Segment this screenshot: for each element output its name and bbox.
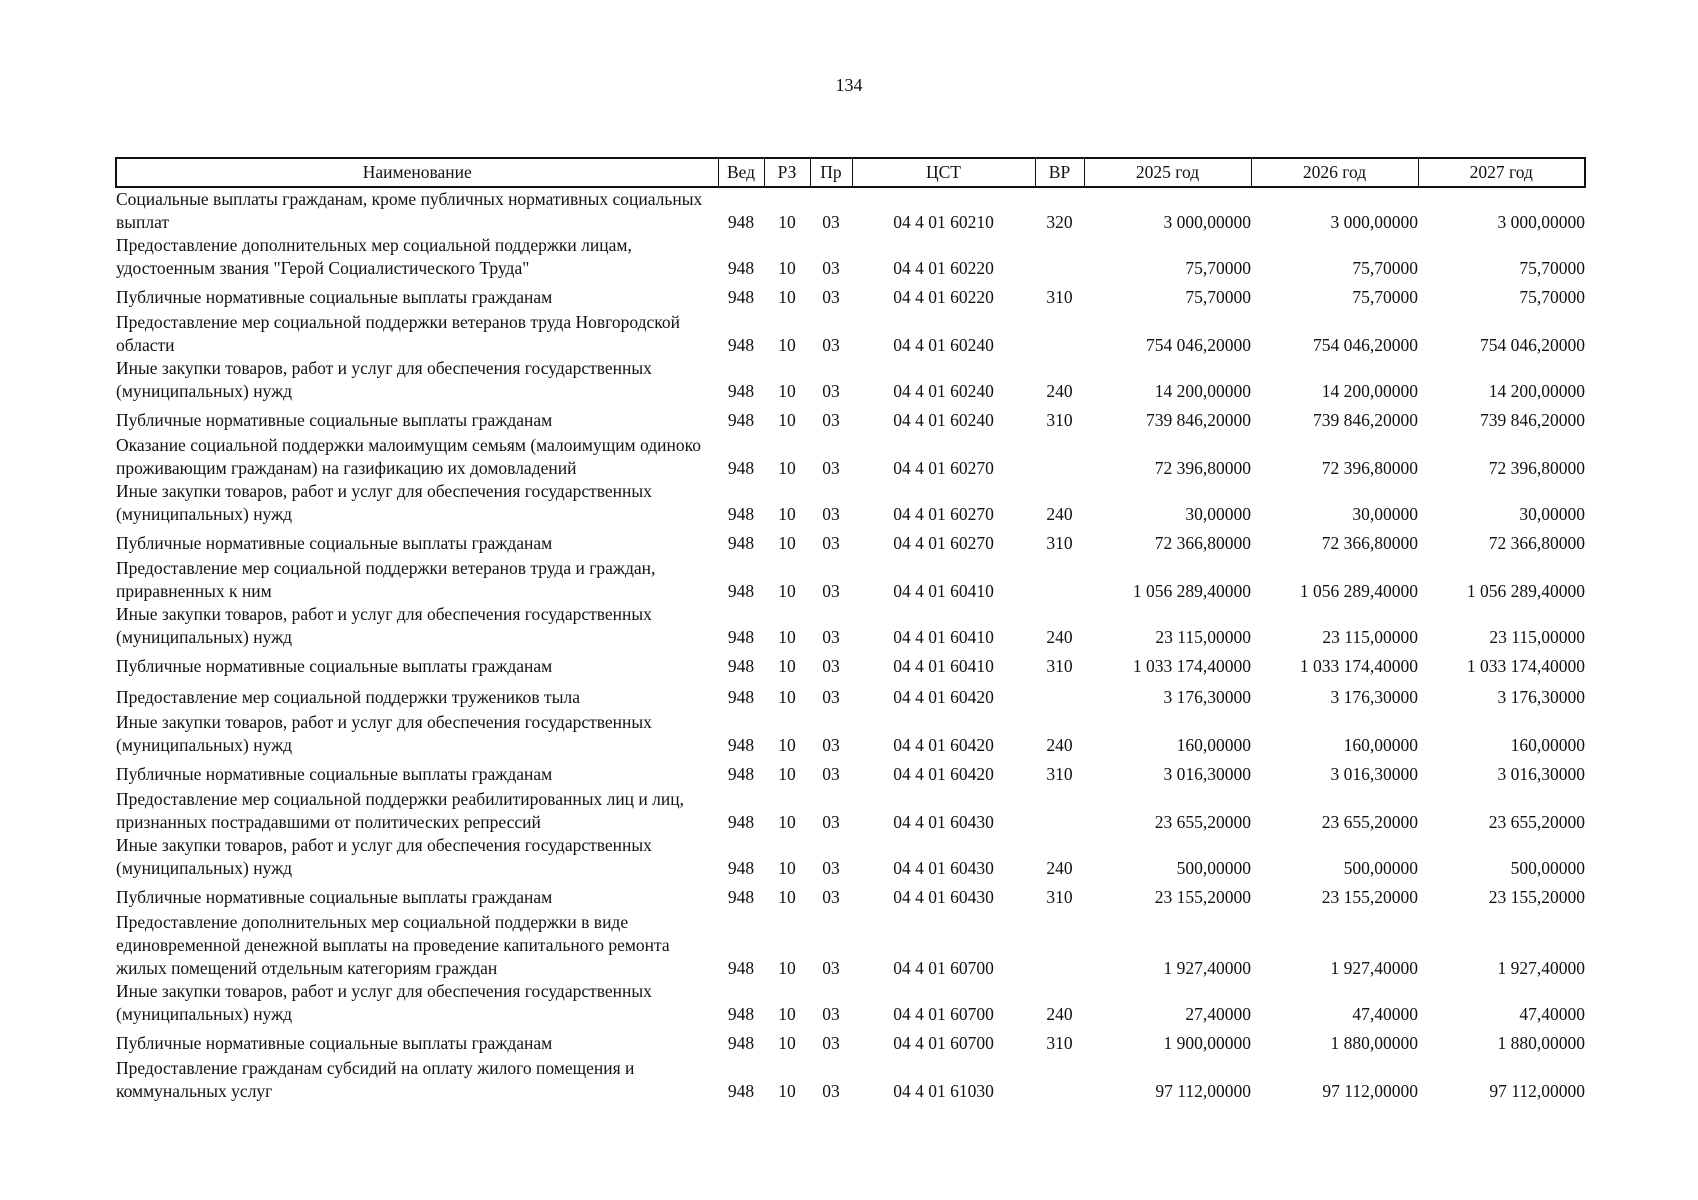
row-amount-2026: 3 000,00000 <box>1330 212 1418 232</box>
row-amount-2025: 1 900,00000 <box>1163 1033 1251 1053</box>
row-ved: 948 <box>727 858 755 878</box>
row-vr: 240 <box>1046 858 1073 878</box>
row-amount-2025: 72 366,80000 <box>1154 533 1251 553</box>
row-pr: 03 <box>822 656 840 676</box>
row-ved: 948 <box>727 504 755 524</box>
row-name: Предоставление дополнительных мер социальной поддержки в виде единовременной денежной выплаты на проведение капитального ремонта жилых помещений отдельным категориям граждан <box>116 912 670 978</box>
row-rz: 10 <box>778 627 796 647</box>
row-amount-2026: 160,00000 <box>1343 735 1418 755</box>
row-ved: 948 <box>727 410 755 430</box>
row-amount-2027: 3 176,30000 <box>1497 687 1585 707</box>
table-row <box>116 680 1585 711</box>
row-ved: 948 <box>727 764 755 784</box>
row-pr: 03 <box>822 627 840 647</box>
row-rz: 10 <box>778 656 796 676</box>
row-amount-2026: 3 016,30000 <box>1330 764 1418 784</box>
table-row <box>116 480 1585 526</box>
row-pr: 03 <box>822 687 840 707</box>
table-row <box>116 187 1585 234</box>
row-cst: 04 4 01 60410 <box>893 581 994 601</box>
row-rz: 10 <box>778 764 796 784</box>
row-pr: 03 <box>822 858 840 878</box>
row-amount-2025: 1 056 289,40000 <box>1132 581 1251 601</box>
row-rz: 10 <box>778 335 796 355</box>
row-rz: 10 <box>778 812 796 832</box>
row-name: Иные закупки товаров, работ и услуг для обеспечения государственных (муниципальных) нужд <box>116 835 652 878</box>
row-pr: 03 <box>822 581 840 601</box>
row-amount-2025: 1 033 174,40000 <box>1132 656 1251 676</box>
row-amount-2025: 160,00000 <box>1176 735 1251 755</box>
row-vr: 240 <box>1046 1004 1073 1024</box>
row-pr: 03 <box>822 1033 840 1053</box>
row-amount-2027: 739 846,20000 <box>1480 410 1585 430</box>
row-vr <box>1035 1057 1084 1103</box>
row-amount-2026: 14 200,00000 <box>1321 381 1418 401</box>
row-ved: 948 <box>727 812 755 832</box>
row-pr: 03 <box>822 1081 840 1101</box>
row-ved: 948 <box>727 958 755 978</box>
row-amount-2027: 75,70000 <box>1519 258 1585 278</box>
row-vr <box>1035 680 1084 711</box>
row-rz: 10 <box>778 458 796 478</box>
row-name: Иные закупки товаров, работ и услуг для обеспечения государственных (муниципальных) нужд <box>116 712 652 755</box>
row-cst: 04 4 01 60430 <box>893 812 994 832</box>
header-ved: Вед <box>718 158 764 187</box>
row-amount-2025: 14 200,00000 <box>1154 381 1251 401</box>
row-ved: 948 <box>727 533 755 553</box>
row-vr: 310 <box>1046 410 1073 430</box>
row-pr: 03 <box>822 287 840 307</box>
row-ved: 948 <box>727 458 755 478</box>
row-vr: 310 <box>1046 887 1073 907</box>
row-amount-2025: 1 927,40000 <box>1163 958 1251 978</box>
row-ved: 948 <box>727 735 755 755</box>
table-row <box>116 1026 1585 1057</box>
table-row <box>116 911 1585 980</box>
row-pr: 03 <box>822 504 840 524</box>
row-cst: 04 4 01 60270 <box>893 504 994 524</box>
row-name: Социальные выплаты гражданам, кроме публичных нормативных социальных выплат <box>116 189 703 232</box>
row-name: Публичные нормативные социальные выплаты гражданам <box>116 533 553 553</box>
row-ved: 948 <box>727 335 755 355</box>
row-ved: 948 <box>727 687 755 707</box>
row-rz: 10 <box>778 258 796 278</box>
row-cst: 04 4 01 60700 <box>893 1004 994 1024</box>
row-pr: 03 <box>822 458 840 478</box>
row-amount-2027: 97 112,00000 <box>1489 1081 1585 1101</box>
row-cst: 04 4 01 60430 <box>893 887 994 907</box>
row-cst: 04 4 01 60420 <box>893 687 994 707</box>
row-amount-2027: 14 200,00000 <box>1488 381 1585 401</box>
row-ved: 948 <box>727 581 755 601</box>
row-amount-2027: 1 033 174,40000 <box>1466 656 1585 676</box>
row-ved: 948 <box>727 887 755 907</box>
row-amount-2025: 23 655,20000 <box>1154 812 1251 832</box>
row-vr: 310 <box>1046 1033 1073 1053</box>
row-amount-2027: 1 880,00000 <box>1497 1033 1585 1053</box>
row-amount-2027: 72 396,80000 <box>1488 458 1585 478</box>
row-amount-2026: 754 046,20000 <box>1313 335 1418 355</box>
row-cst: 04 4 01 60220 <box>893 287 994 307</box>
row-amount-2027: 23 155,20000 <box>1488 887 1585 907</box>
row-name: Предоставление мер социальной поддержки ветеранов труда Новгородской области <box>116 312 681 355</box>
table-header-row <box>116 158 1585 187</box>
row-vr <box>1035 788 1084 834</box>
row-name: Предоставление дополнительных мер социальной поддержки лицам, удостоенным звания "Герой Социалистического Труда" <box>116 235 632 278</box>
header-2027: 2027 год <box>1418 158 1585 187</box>
row-vr: 240 <box>1046 381 1073 401</box>
row-cst: 04 4 01 60240 <box>893 381 994 401</box>
row-amount-2027: 1 056 289,40000 <box>1466 581 1585 601</box>
row-cst: 04 4 01 60420 <box>893 764 994 784</box>
page-number: 134 <box>835 75 863 95</box>
row-amount-2026: 75,70000 <box>1352 258 1418 278</box>
header-name: Наименование <box>116 158 718 187</box>
row-amount-2027: 1 927,40000 <box>1497 958 1585 978</box>
row-amount-2025: 23 115,00000 <box>1155 627 1251 647</box>
row-amount-2026: 75,70000 <box>1352 287 1418 307</box>
row-name: Предоставление гражданам субсидий на оплату жилого помещения и коммунальных услуг <box>116 1058 635 1101</box>
row-cst: 04 4 01 60270 <box>893 533 994 553</box>
row-ved: 948 <box>727 656 755 676</box>
row-amount-2027: 3 000,00000 <box>1497 212 1585 232</box>
row-cst: 04 4 01 60700 <box>893 1033 994 1053</box>
row-rz: 10 <box>778 212 796 232</box>
header-2025: 2025 год <box>1084 158 1251 187</box>
row-rz: 10 <box>778 410 796 430</box>
row-ved: 948 <box>727 1081 755 1101</box>
table-row <box>116 880 1585 911</box>
row-ved: 948 <box>727 627 755 647</box>
row-pr: 03 <box>822 764 840 784</box>
row-cst: 04 4 01 60270 <box>893 458 994 478</box>
row-vr: 310 <box>1046 764 1073 784</box>
row-rz: 10 <box>778 381 796 401</box>
row-name: Предоставление мер социальной поддержки реабилитированных лиц и лиц, признанных пострадавшими от политических репрессий <box>116 789 684 832</box>
row-cst: 04 4 01 60210 <box>893 212 994 232</box>
row-cst: 04 4 01 60700 <box>893 958 994 978</box>
row-amount-2026: 1 880,00000 <box>1330 1033 1418 1053</box>
row-vr <box>1035 434 1084 480</box>
table-row <box>116 1057 1585 1103</box>
row-ved: 948 <box>727 212 755 232</box>
row-vr: 310 <box>1046 533 1073 553</box>
row-cst: 04 4 01 60430 <box>893 858 994 878</box>
row-rz: 10 <box>778 581 796 601</box>
row-amount-2026: 72 396,80000 <box>1321 458 1418 478</box>
table-row <box>116 834 1585 880</box>
row-amount-2025: 3 176,30000 <box>1163 687 1251 707</box>
row-ved: 948 <box>727 1004 755 1024</box>
row-rz: 10 <box>778 735 796 755</box>
row-amount-2027: 754 046,20000 <box>1480 335 1585 355</box>
table-row <box>116 280 1585 311</box>
row-pr: 03 <box>822 958 840 978</box>
row-cst: 04 4 01 60410 <box>893 656 994 676</box>
row-ved: 948 <box>727 381 755 401</box>
row-rz: 10 <box>778 958 796 978</box>
header-cst: ЦСТ <box>852 158 1035 187</box>
table-row <box>116 434 1585 480</box>
row-pr: 03 <box>822 258 840 278</box>
row-cst: 04 4 01 60240 <box>893 335 994 355</box>
row-rz: 10 <box>778 887 796 907</box>
row-amount-2026: 739 846,20000 <box>1313 410 1418 430</box>
row-amount-2027: 72 366,80000 <box>1488 533 1585 553</box>
table-body <box>116 187 1585 1103</box>
row-amount-2025: 27,40000 <box>1185 1004 1251 1024</box>
row-rz: 10 <box>778 504 796 524</box>
header-pr: Пр <box>810 158 852 187</box>
row-amount-2026: 72 366,80000 <box>1321 533 1418 553</box>
row-amount-2025: 23 155,20000 <box>1154 887 1251 907</box>
row-amount-2027: 23 115,00000 <box>1489 627 1585 647</box>
row-amount-2025: 75,70000 <box>1185 287 1251 307</box>
row-rz: 10 <box>778 858 796 878</box>
row-vr <box>1035 311 1084 357</box>
row-amount-2027: 23 655,20000 <box>1488 812 1585 832</box>
row-cst: 04 4 01 61030 <box>893 1081 994 1101</box>
table-row <box>116 357 1585 403</box>
table-row <box>116 234 1585 280</box>
row-vr: 320 <box>1046 212 1073 232</box>
row-amount-2027: 160,00000 <box>1510 735 1585 755</box>
row-vr: 240 <box>1046 627 1073 647</box>
row-vr: 240 <box>1046 504 1073 524</box>
header-2026: 2026 год <box>1251 158 1418 187</box>
table-row <box>116 526 1585 557</box>
table-row <box>116 711 1585 757</box>
table-row <box>116 311 1585 357</box>
row-pr: 03 <box>822 887 840 907</box>
row-amount-2025: 75,70000 <box>1185 258 1251 278</box>
row-amount-2026: 1 927,40000 <box>1330 958 1418 978</box>
row-amount-2025: 30,00000 <box>1185 504 1251 524</box>
row-amount-2027: 30,00000 <box>1519 504 1585 524</box>
row-amount-2025: 72 396,80000 <box>1154 458 1251 478</box>
row-name: Публичные нормативные социальные выплаты гражданам <box>116 1033 553 1053</box>
row-amount-2026: 500,00000 <box>1343 858 1418 878</box>
row-rz: 10 <box>778 1004 796 1024</box>
row-name: Публичные нормативные социальные выплаты гражданам <box>116 287 553 307</box>
row-amount-2025: 754 046,20000 <box>1146 335 1251 355</box>
row-cst: 04 4 01 60410 <box>893 627 994 647</box>
row-amount-2026: 1 033 174,40000 <box>1299 656 1418 676</box>
row-cst: 04 4 01 60240 <box>893 410 994 430</box>
table-row <box>116 788 1585 834</box>
row-name: Иные закупки товаров, работ и услуг для обеспечения государственных (муниципальных) нужд <box>116 481 652 524</box>
row-rz: 10 <box>778 1033 796 1053</box>
row-amount-2026: 23 155,20000 <box>1321 887 1418 907</box>
row-name: Публичные нормативные социальные выплаты гражданам <box>116 887 553 907</box>
row-amount-2027: 47,40000 <box>1519 1004 1585 1024</box>
row-amount-2026: 23 115,00000 <box>1322 627 1418 647</box>
row-amount-2026: 30,00000 <box>1352 504 1418 524</box>
row-name: Иные закупки товаров, работ и услуг для обеспечения государственных (муниципальных) нужд <box>116 358 652 401</box>
row-ved: 948 <box>727 258 755 278</box>
table-row <box>116 757 1585 788</box>
row-amount-2027: 500,00000 <box>1510 858 1585 878</box>
row-pr: 03 <box>822 1004 840 1024</box>
row-ved: 948 <box>727 287 755 307</box>
row-amount-2026: 23 655,20000 <box>1321 812 1418 832</box>
row-name: Публичные нормативные социальные выплаты гражданам <box>116 764 553 784</box>
row-amount-2026: 47,40000 <box>1352 1004 1418 1024</box>
row-amount-2027: 3 016,30000 <box>1497 764 1585 784</box>
header-rz: РЗ <box>764 158 810 187</box>
table-row <box>116 649 1585 680</box>
row-vr: 310 <box>1046 656 1073 676</box>
row-name: Иные закупки товаров, работ и услуг для обеспечения государственных (муниципальных) нужд <box>116 604 652 647</box>
row-rz: 10 <box>778 287 796 307</box>
row-rz: 10 <box>778 687 796 707</box>
row-name: Предоставление мер социальной поддержки тружеников тыла <box>116 687 580 707</box>
row-vr: 310 <box>1046 287 1073 307</box>
row-name: Оказание социальной поддержки малоимущим семьям (малоимущим одиноко проживающим гражданам) на газификацию их домовладений <box>116 435 702 478</box>
row-cst: 04 4 01 60220 <box>893 258 994 278</box>
row-name: Иные закупки товаров, работ и услуг для обеспечения государственных (муниципальных) нужд <box>116 981 652 1024</box>
row-amount-2027: 75,70000 <box>1519 287 1585 307</box>
row-rz: 10 <box>778 1081 796 1101</box>
row-pr: 03 <box>822 335 840 355</box>
row-amount-2026: 97 112,00000 <box>1322 1081 1418 1101</box>
row-pr: 03 <box>822 381 840 401</box>
row-amount-2025: 739 846,20000 <box>1146 410 1251 430</box>
table-row <box>116 403 1585 434</box>
row-amount-2025: 97 112,00000 <box>1155 1081 1251 1101</box>
row-amount-2025: 500,00000 <box>1176 858 1251 878</box>
row-amount-2025: 3 016,30000 <box>1163 764 1251 784</box>
row-name: Публичные нормативные социальные выплаты гражданам <box>116 656 553 676</box>
row-amount-2026: 3 176,30000 <box>1330 687 1418 707</box>
row-vr <box>1035 234 1084 280</box>
table-row <box>116 603 1585 649</box>
row-amount-2025: 3 000,00000 <box>1163 212 1251 232</box>
row-ved: 948 <box>727 1033 755 1053</box>
row-name: Публичные нормативные социальные выплаты гражданам <box>116 410 553 430</box>
row-vr: 240 <box>1046 735 1073 755</box>
row-pr: 03 <box>822 812 840 832</box>
row-pr: 03 <box>822 410 840 430</box>
row-pr: 03 <box>822 533 840 553</box>
budget-table <box>115 157 1586 1103</box>
table-row <box>116 980 1585 1026</box>
row-pr: 03 <box>822 212 840 232</box>
row-vr <box>1035 911 1084 980</box>
row-name: Предоставление мер социальной поддержки ветеранов труда и граждан, приравненных к ним <box>116 558 656 601</box>
row-cst: 04 4 01 60420 <box>893 735 994 755</box>
table-row <box>116 557 1585 603</box>
row-pr: 03 <box>822 735 840 755</box>
row-rz: 10 <box>778 533 796 553</box>
row-vr <box>1035 557 1084 603</box>
header-vr: ВР <box>1035 158 1084 187</box>
row-amount-2026: 1 056 289,40000 <box>1299 581 1418 601</box>
